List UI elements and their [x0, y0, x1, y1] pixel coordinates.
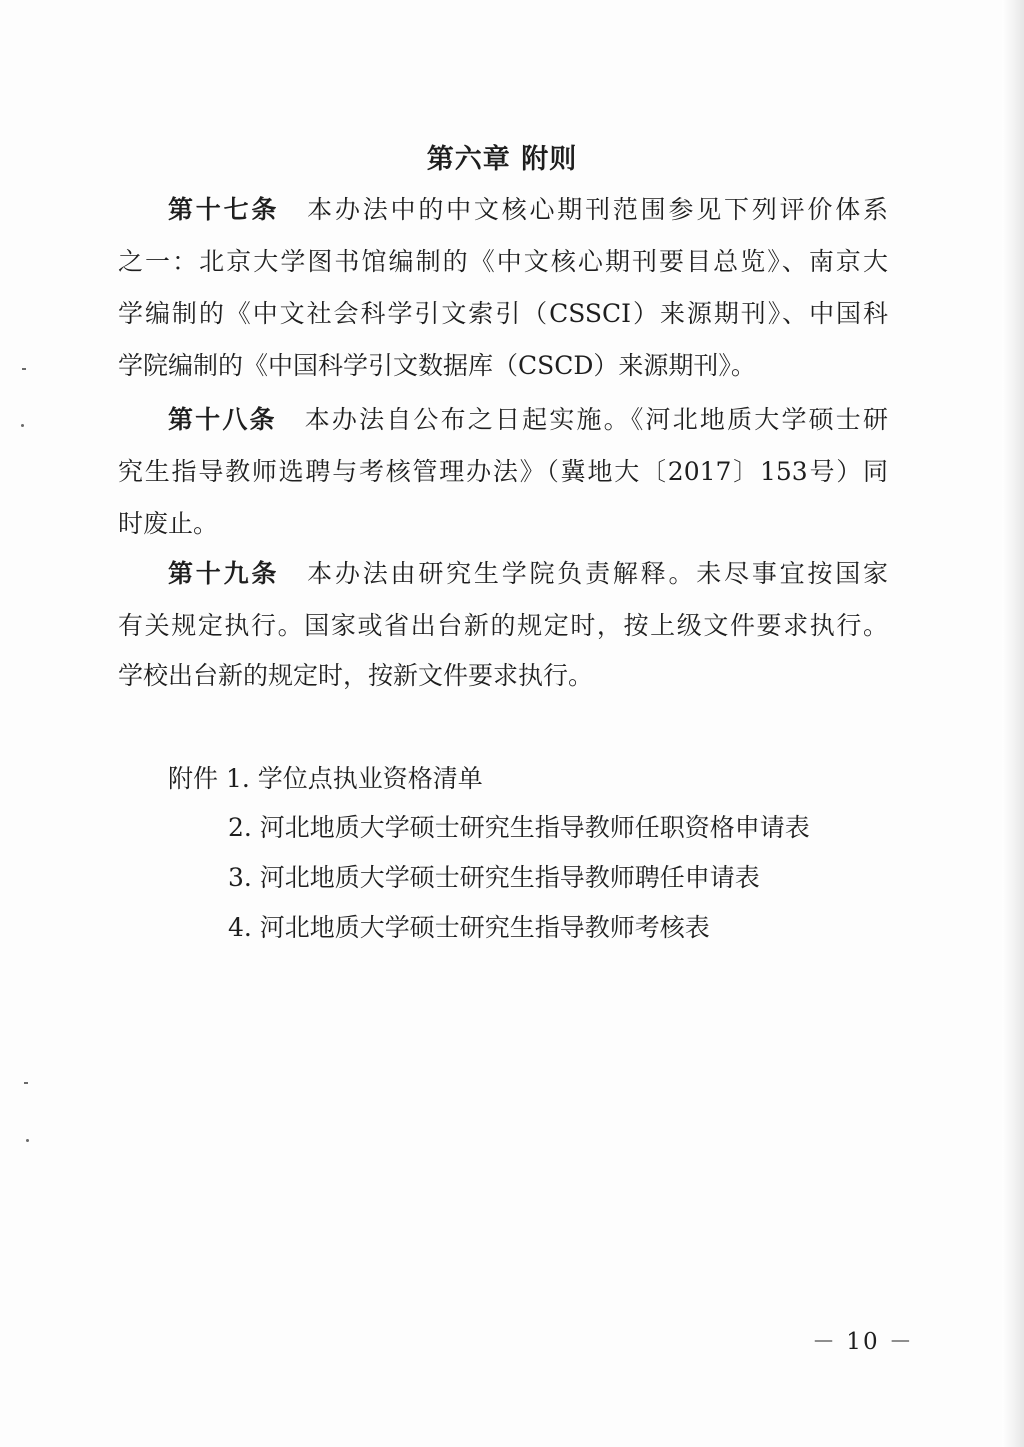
- paragraph-line: 究生指导教师选聘与考核管理办法》（冀地大〔2017〕153号）同: [118, 457, 888, 486]
- scan-mark: [24, 1082, 28, 1084]
- article-18-first-line: [118, 404, 888, 436]
- paragraph-text: 本办法自公布之日起实施。《河北地质大学硕士研: [304, 405, 888, 434]
- paragraph-text: 本办法由研究生学院负责解释。未尽事宜按国家: [307, 559, 888, 588]
- attachment-item-1: [168, 763, 483, 795]
- scan-mark: [22, 368, 26, 370]
- paragraph-line: 学院编制的《中国科学引文数据库（CSCD）来源期刊》。: [118, 351, 756, 380]
- chapter-title: 第六章 附则: [426, 144, 578, 175]
- article-19-first-line: [118, 558, 888, 590]
- article-label: 第十八条: [168, 405, 277, 434]
- scan-mark: [26, 1139, 29, 1142]
- paragraph-line: 学校出台新的规定时，按新文件要求执行。: [118, 661, 594, 690]
- attachment-label: 1. 学位点执业资格清单: [225, 764, 483, 793]
- scan-mark: [21, 424, 24, 427]
- paragraph-line: 有关规定执行。国家或省出台新的规定时，按上级文件要求执行。: [118, 611, 888, 640]
- article-label: 第十七条: [168, 195, 280, 224]
- article-17-first-line: [118, 194, 888, 226]
- paragraph-text: 本办法中的中文核心期刊范围参见下列评价体系: [307, 195, 888, 224]
- attachment-item-2: 2. 河北地质大学硕士研究生指导教师任职资格申请表: [228, 813, 810, 842]
- attachment-item-4: 4. 河北地质大学硕士研究生指导教师考核表: [228, 913, 710, 942]
- page-edge-shadow: [1002, 0, 1024, 1447]
- attachment-prefix: 附件: [168, 764, 219, 793]
- paragraph-line: 时废止。: [118, 509, 219, 538]
- paragraph-line: 之一：北京大学图书馆编制的《中文核心期刊要目总览》、南京大: [118, 247, 888, 276]
- article-label: 第十九条: [168, 559, 280, 588]
- attachment-item-3: 3. 河北地质大学硕士研究生指导教师聘任申请表: [228, 863, 760, 892]
- paragraph-line: 学编制的《中文社会科学引文索引（CSSCI）来源期刊》、中国科: [118, 299, 888, 328]
- page-number: － 10 －: [812, 1329, 914, 1355]
